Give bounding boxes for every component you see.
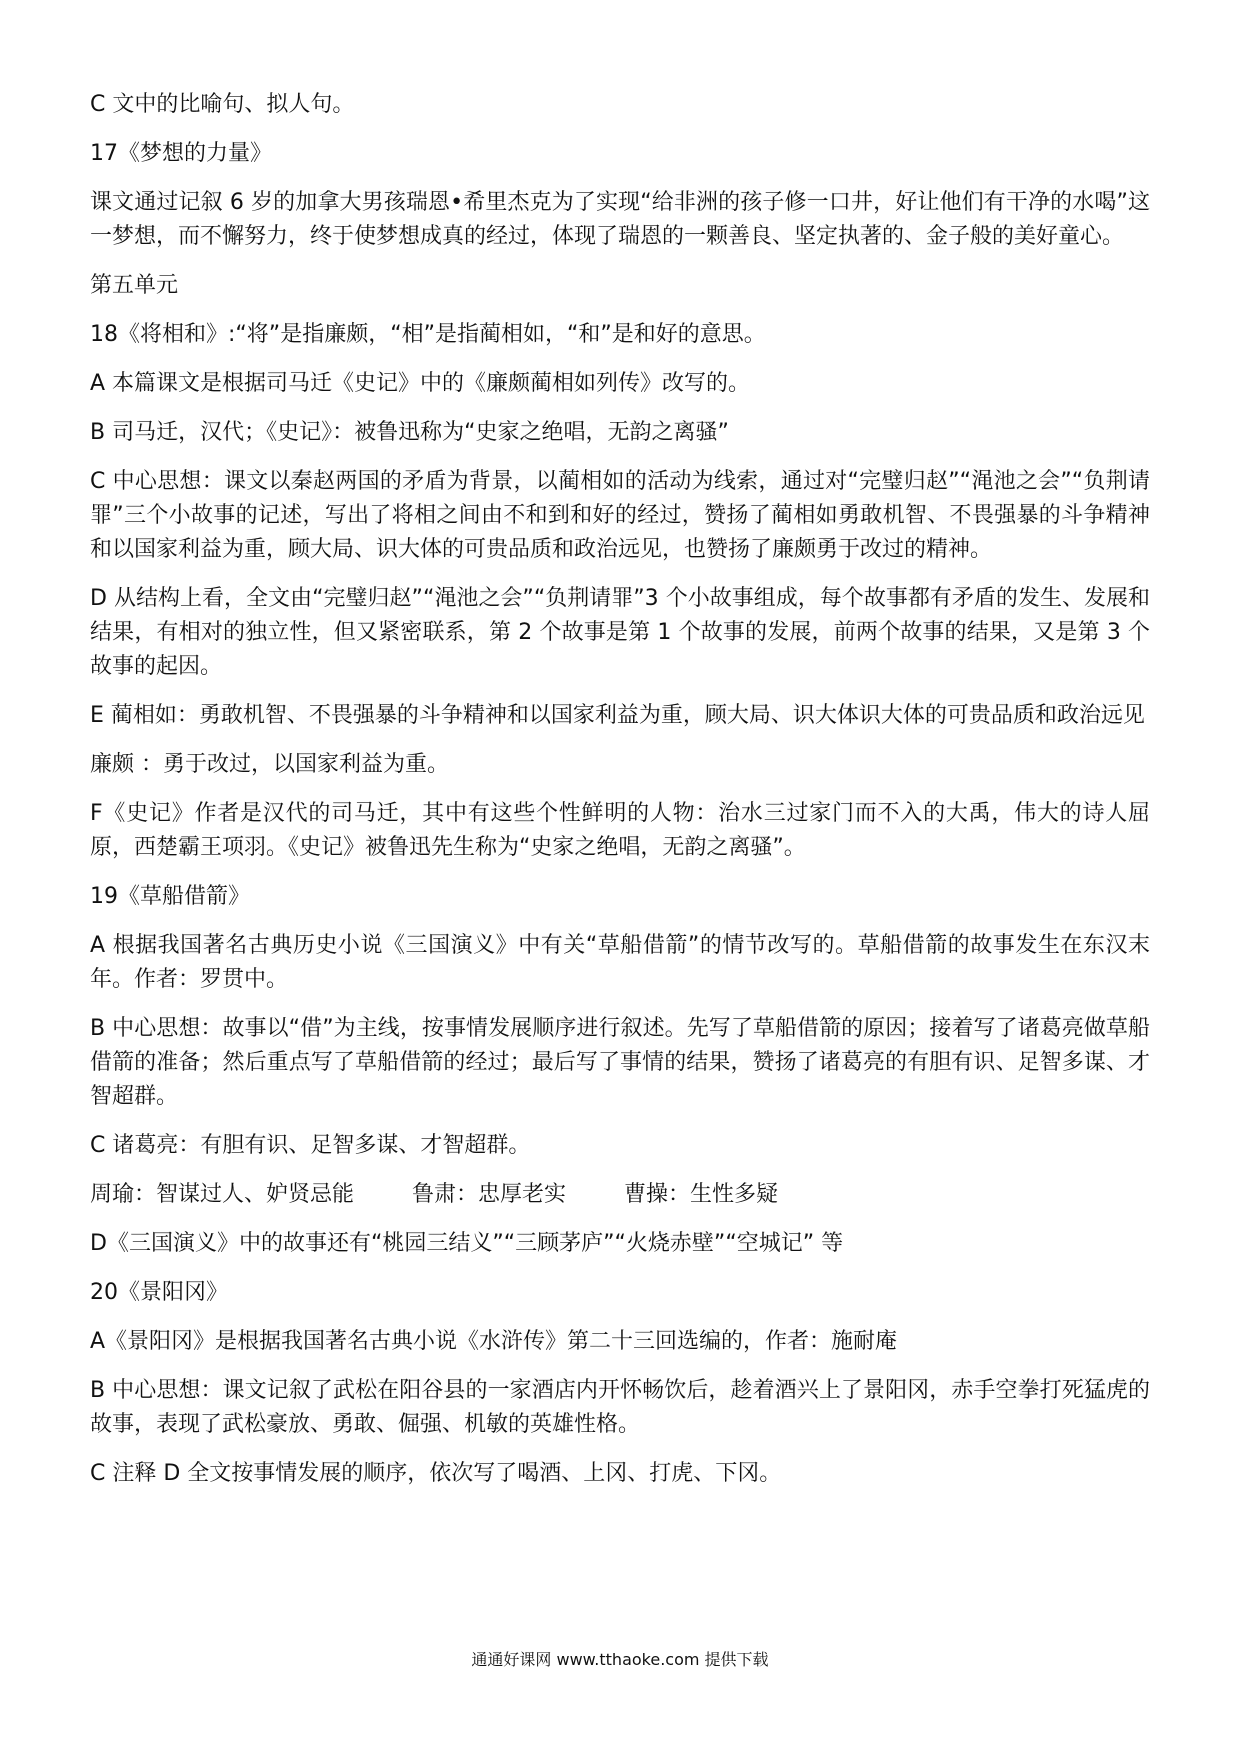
paragraph: C 诸葛亮：有胆有识、足智多谋、才智超群。 bbox=[90, 1133, 531, 1158]
character-zhouyu: 周瑜：智谋过人、妒贤忌能 bbox=[90, 1182, 355, 1207]
character-caocao: 曹操：生性多疑 bbox=[624, 1182, 779, 1207]
paragraph: D 从结构上看，全文由“完璧归赵”“渑池之会”“负荆请罪”3 个小故事组成，每个故事都有矛盾的发生、发展和结果，有相对的独立性，但又紧密联系，第 2 个故事是第 1 个故事的发展，前两个故事的结果，又是第 3 个故事的起因。 bbox=[90, 586, 1150, 679]
paragraph: B 中心思想：故事以“借”为主线，按事情发展顺序进行叙述。先写了草船借箭的原因；接着写了诸葛亮做草船借箭的准备；然后重点写了草船借箭的经过；最后写了事情的结果，赞扬了诸葛亮的有胆有识、足智多谋、才智超群。 bbox=[90, 1016, 1150, 1109]
paragraph: C 注释 D 全文按事情发展的顺序，依次写了喝酒、上冈、打虎、下冈。 bbox=[90, 1461, 782, 1486]
paragraph: A 根据我国著名古典历史小说《三国演义》中有关“草船借箭”的情节改写的。草船借箭的故事发生在东汉末年。作者：罗贯中。 bbox=[90, 933, 1150, 992]
paragraph: A 本篇课文是根据司马迁《史记》中的《廉颇蔺相如列传》改写的。 bbox=[90, 371, 751, 396]
character-lusu: 鲁肃：忠厚老实 bbox=[412, 1182, 567, 1207]
lesson-title-18: 18《将相和》:“将”是指廉颇，“相”是指蔺相如，“和”是和好的意思。 bbox=[90, 322, 766, 347]
paragraph: B 中心思想：课文记叙了武松在阳谷县的一家酒店内开怀畅饮后，趁着酒兴上了景阳冈，赤手空拳打死猛虎的故事，表现了武松豪放、勇敢、倔强、机敏的英雄性格。 bbox=[90, 1378, 1150, 1437]
paragraph: 课文通过记叙 6 岁的加拿大男孩瑞恩•希里杰克为了实现“给非洲的孩子修一口井，好让他们有干净的水喝”这一梦想，而不懈努力，终于使梦想成真的经过，体现了瑞恩的一颗善良、坚定执著的、金子般的美好童心。 bbox=[90, 190, 1150, 249]
paragraph: D《三国演义》中的故事还有“桃园三结义”“三顾茅庐”“火烧赤壁”“空城记” 等 bbox=[90, 1231, 844, 1256]
paragraph: 廉颇 ：勇于改过，以国家利益为重。 bbox=[90, 752, 449, 777]
paragraph: F《史记》作者是汉代的司马迁，其中有这些个性鲜明的人物：治水三过家门而不入的大禹，伟大的诗人屈原，西楚霸王项羽。《史记》被鲁迅先生称为“史家之绝唱，无韵之离骚”。 bbox=[90, 801, 1150, 860]
paragraph: A《景阳冈》是根据我国著名古典小说《水浒传》第二十三回选编的，作者：施耐庵 bbox=[90, 1329, 898, 1354]
unit-heading: 第五单元 bbox=[90, 273, 179, 298]
characters-row bbox=[90, 1178, 1150, 1212]
paragraph: C 中心思想：课文以秦赵两国的矛盾为背景，以蔺相如的活动为线索，通过对“完璧归赵”“渑池之会”“负荆请罪”三个小故事的记述，写出了将相之间由不和到和好的经过，赞扬了蔺相如勇敢机智、不畏强暴的斗争精神和以国家利益为重，顾大局、识大体的可贵品质和政治远见，也赞扬了廉颇勇于改过的精神。 bbox=[90, 469, 1150, 562]
page-footer: 通通好课网 www.tthaoke.com 提供下载 bbox=[471, 1650, 769, 1669]
lesson-title-17: 17《梦想的力量》 bbox=[90, 141, 272, 166]
paragraph: B 司马迁，汉代；《史记》：被鲁迅称为“史家之绝唱，无韵之离骚” bbox=[90, 420, 729, 445]
document-body bbox=[90, 88, 1150, 1506]
paragraph: E 蔺相如：勇敢机智、不畏强暴的斗争精神和以国家利益为重，顾大局、识大体识大体的可贵品质和政治远见 bbox=[90, 703, 1145, 728]
lesson-title-19: 19《草船借箭》 bbox=[90, 884, 250, 909]
lesson-title-20: 20《景阳冈》 bbox=[90, 1280, 228, 1305]
paragraph: C 文中的比喻句、拟人句。 bbox=[90, 92, 355, 117]
